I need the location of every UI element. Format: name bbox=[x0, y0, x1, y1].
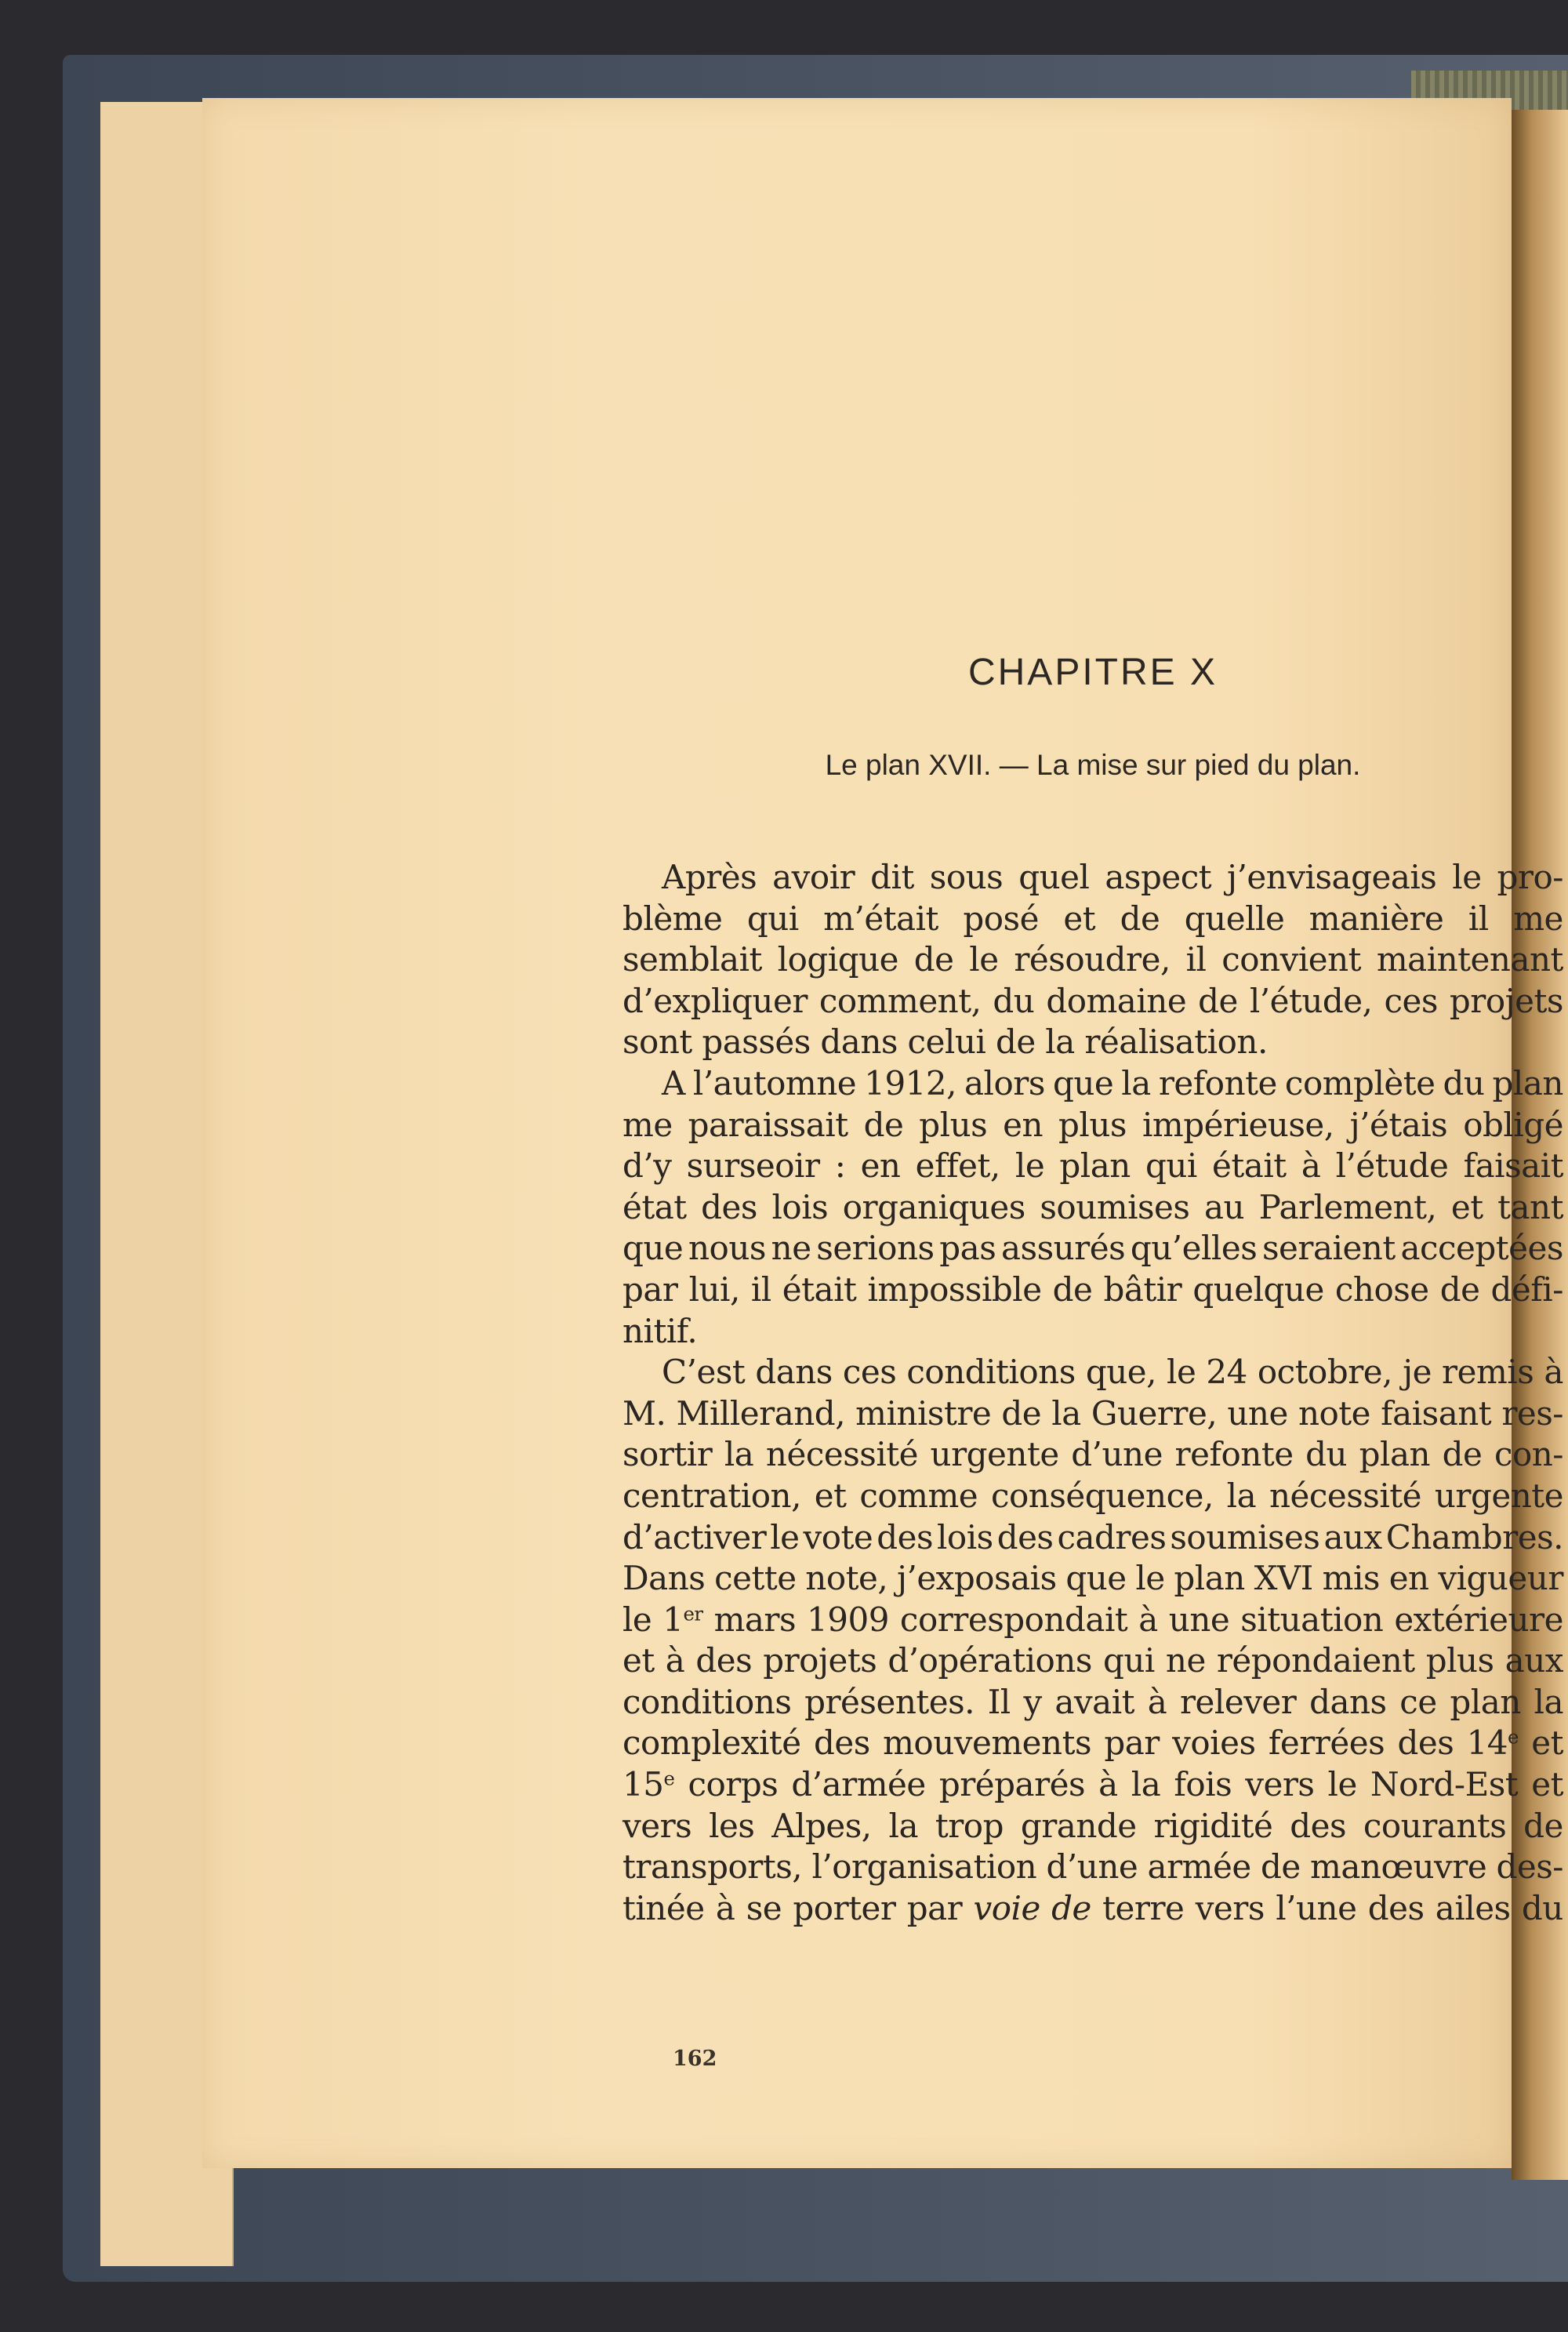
chapter-title: CHAPITRE X bbox=[967, 652, 1218, 693]
text-line: Dans cette note, j’exposais que le plan XVI mis en vigueur bbox=[622, 1559, 1563, 1598]
text-line: d’y surseoir : en effet, le plan qui était à l’étude faisait bbox=[622, 1146, 1563, 1186]
text-line: et à des projets d’opérations qui ne répondaient plus aux bbox=[622, 1641, 1563, 1680]
text-line: M. Millerand, ministre de la Guerre, une note faisant res- bbox=[622, 1393, 1563, 1433]
text-line: blème qui m’était posé et de quelle manière il me bbox=[622, 899, 1563, 938]
text-line: état des lois organiques soumises au Parlement, et tant bbox=[622, 1187, 1563, 1226]
book-page bbox=[202, 98, 1563, 2168]
text-line: d’expliquer comment, du domaine de l’étude, ces projets bbox=[622, 981, 1563, 1020]
text-line: que nous ne serions pas assurés qu’elles seraient acceptées bbox=[622, 1229, 1563, 1268]
text-line: nitif. bbox=[622, 1311, 698, 1350]
text-line: centration, et comme conséquence, la nécessité urgente bbox=[622, 1476, 1563, 1515]
text-line: me paraissait de plus en plus impérieuse, j’étais obligé bbox=[622, 1105, 1563, 1144]
text-line: conditions présentes. Il y avait à relever dans ce plan la bbox=[622, 1682, 1563, 1721]
page-text-area bbox=[622, 98, 1563, 2168]
text-line: sont passés dans celui de la réalisation. bbox=[622, 1023, 1268, 1062]
text-line: sortir la nécessité urgente d’une refonte du plan de con- bbox=[622, 1435, 1563, 1474]
text-line: par lui, il était impossible de bâtir quelque chose de défi- bbox=[622, 1270, 1563, 1309]
text-line: semblait logique de le résoudre, il convient maintenant bbox=[622, 940, 1563, 979]
text-line: A l’automne 1912, alors que la refonte complète du plan bbox=[662, 1063, 1563, 1102]
text-line: complexité des mouvements par voies ferrées des 14e et bbox=[622, 1724, 1563, 1763]
text-line: d’activer le vote des lois des cadres soumises aux Chambres. bbox=[622, 1517, 1563, 1556]
page-number: 162 bbox=[673, 2047, 717, 2071]
body-text bbox=[622, 857, 1563, 1929]
text-line: le 1er mars 1909 correspondait à une situation extérieure bbox=[622, 1600, 1563, 1639]
text-line: tinée à se porter par voie de terre vers l’une des ailes du bbox=[622, 1888, 1563, 1927]
chapter-subtitle: Le plan XVII. — La mise sur pied du plan. bbox=[825, 749, 1361, 781]
text-line: Après avoir dit sous quel aspect j’envisageais le pro- bbox=[662, 858, 1563, 896]
text-line: vers les Alpes, la trop grande rigidité des courants de bbox=[622, 1806, 1563, 1845]
text-line: 15e corps d’armée préparés à la fois vers le Nord-Est et bbox=[622, 1765, 1563, 1804]
text-line: transports, l’organisation d’une armée de manœuvre des- bbox=[622, 1847, 1563, 1887]
text-line: C’est dans ces conditions que, le 24 octobre, je remis à bbox=[662, 1353, 1563, 1392]
